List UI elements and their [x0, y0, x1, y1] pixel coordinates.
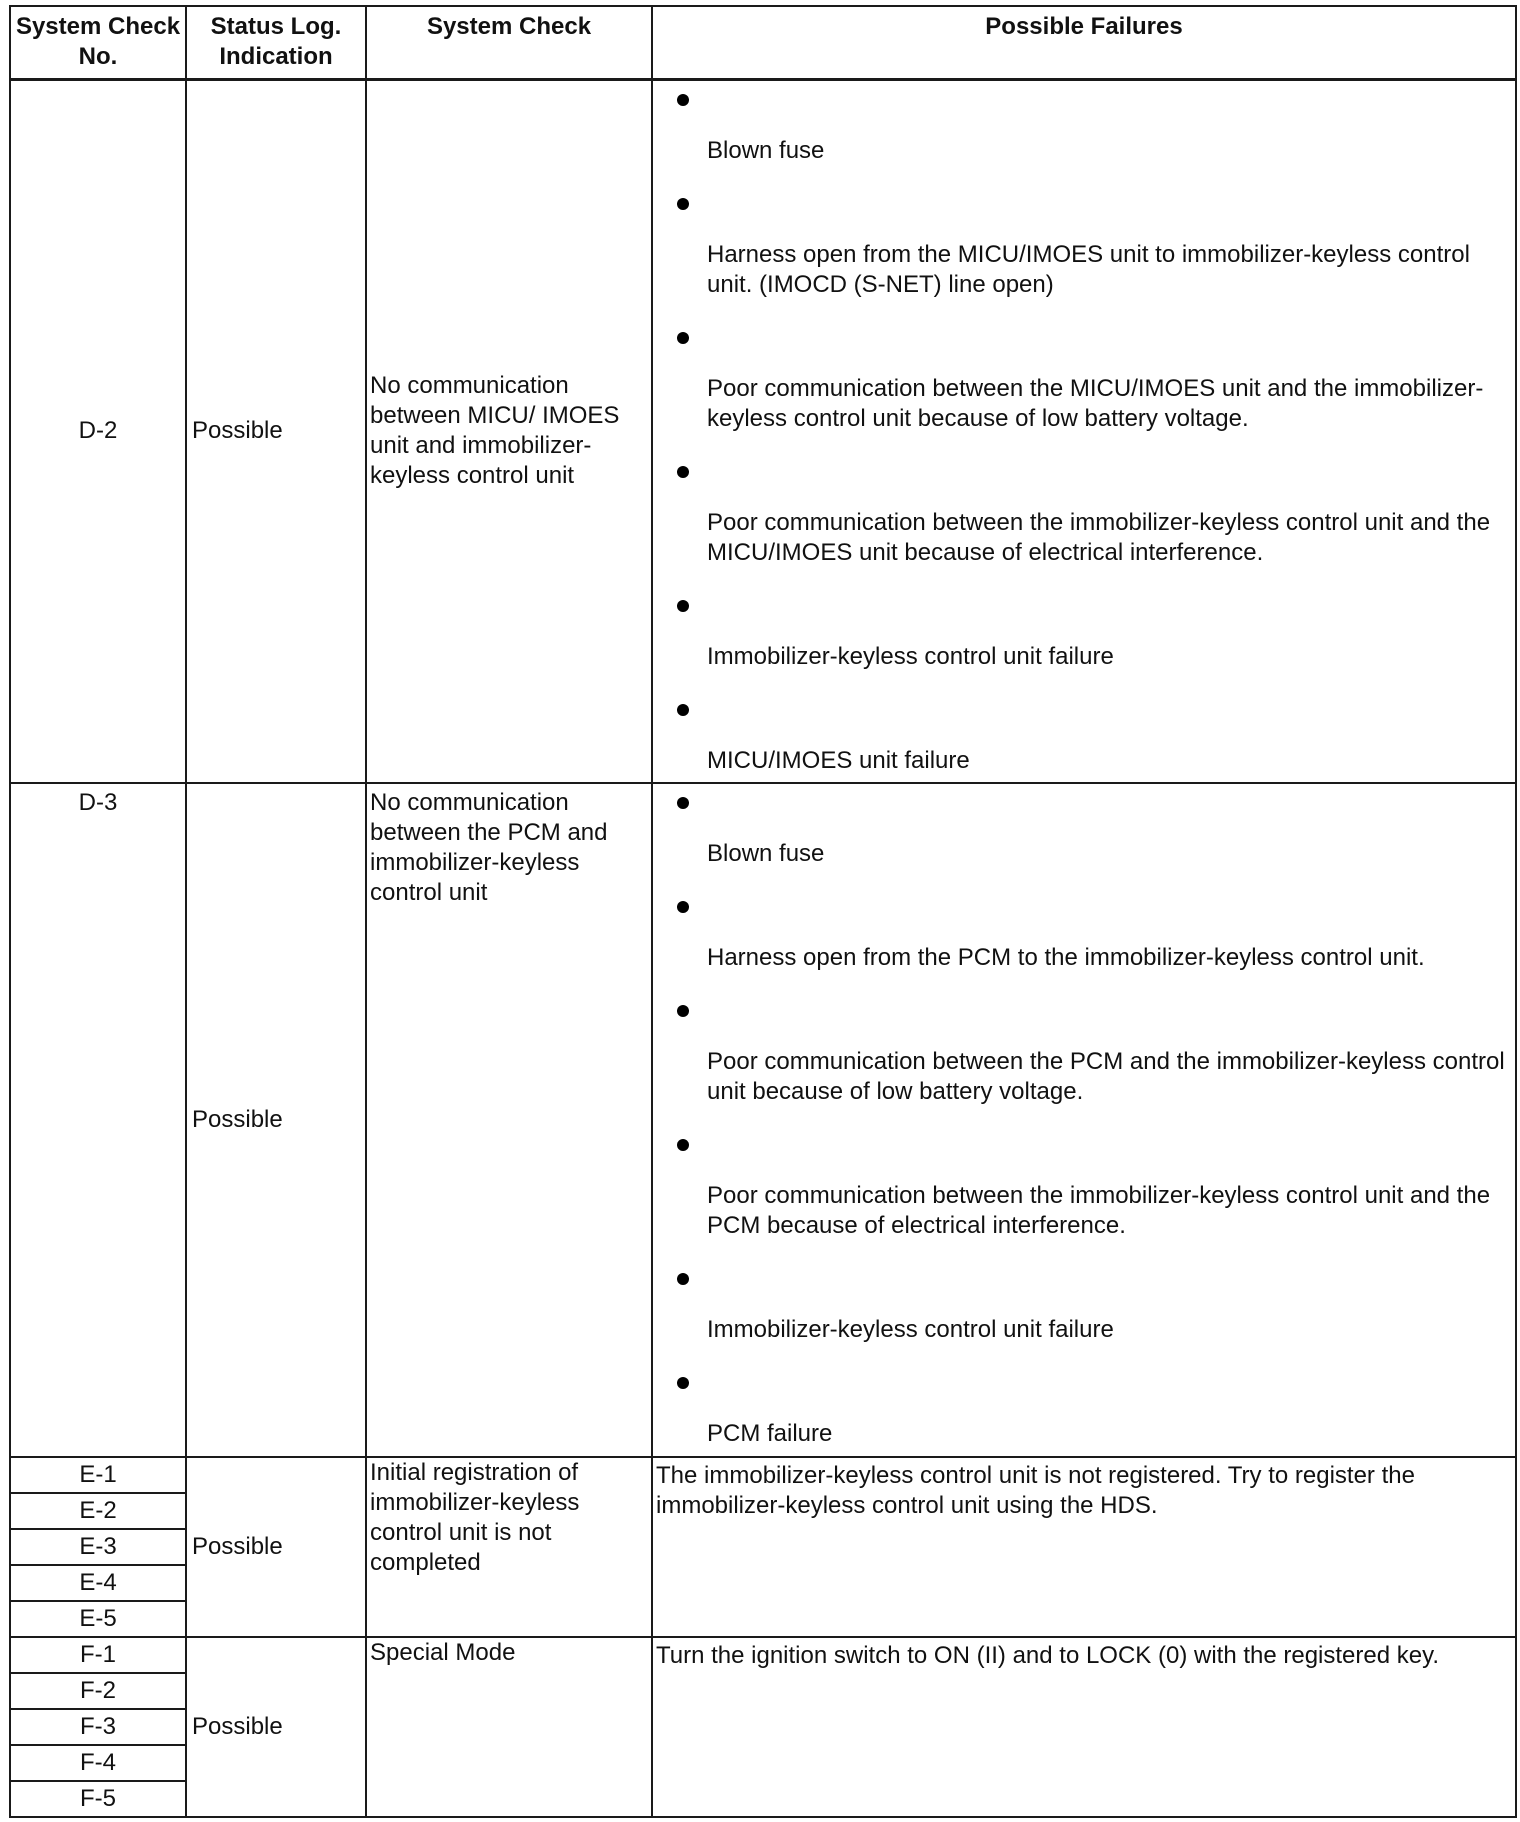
table-row-d2 — [10, 80, 1516, 783]
bullet-icon — [677, 94, 689, 106]
check-no-cell: D-2 — [10, 80, 186, 783]
system-check-cell: Initial registration of immobilizer-keyless control unit is not completed — [366, 1457, 652, 1637]
bullet-icon — [677, 901, 689, 913]
list-item — [657, 84, 1509, 188]
failure-text: Poor communication between the MICU/IMOES unit and the immobilizer-keyless control unit because of low battery voltage. — [707, 375, 1484, 432]
failure-text: Poor communication between the PCM and the immobilizer-keyless control unit because of low battery voltage. — [707, 1047, 1505, 1105]
list-item — [657, 322, 1509, 456]
check-no-cell: F-5 — [10, 1781, 186, 1817]
bullet-icon — [677, 600, 689, 612]
failures-cell — [652, 80, 1516, 783]
table-row-f1 — [10, 1637, 1516, 1673]
header-row — [10, 6, 1516, 80]
table-row-e1 — [10, 1457, 1516, 1493]
bullet-icon — [677, 1377, 689, 1389]
table-row-d3 — [10, 783, 1516, 1457]
list-item — [657, 995, 1509, 1129]
status-log-cell: Possible — [186, 783, 366, 1457]
list-item — [657, 456, 1509, 590]
header-check-no: System Check No. — [10, 6, 186, 80]
failure-text: Harness open from the PCM to the immobilizer-keyless control unit. — [707, 943, 1425, 971]
failure-text: Immobilizer-keyless control unit failure — [707, 643, 1114, 670]
list-item — [657, 590, 1509, 694]
failure-text: Blown fuse — [707, 839, 825, 867]
check-no-cell: F-3 — [10, 1709, 186, 1745]
failure-table — [9, 5, 1517, 1818]
header-possible-failures: Possible Failures — [652, 6, 1516, 80]
failure-text: Poor communication between the immobilizer-keyless control unit and the MICU/IMOES unit because of electrical interference. — [707, 509, 1491, 566]
check-no-cell: F-2 — [10, 1673, 186, 1709]
bullet-icon — [677, 466, 689, 478]
bullet-icon — [677, 1005, 689, 1017]
bullet-icon — [677, 198, 689, 210]
system-check-cell: No communication between the PCM and immobilizer-keyless control unit — [366, 783, 652, 1457]
status-log-cell: Possible — [186, 1457, 366, 1637]
list-item — [657, 891, 1509, 995]
failure-list — [657, 787, 1509, 1449]
failure-text: Immobilizer-keyless control unit failure — [707, 1315, 1114, 1343]
status-log-cell: Possible — [186, 80, 366, 783]
check-no-cell: E-2 — [10, 1493, 186, 1529]
bullet-icon — [677, 1139, 689, 1151]
system-check-cell: No communication between MICU/ IMOES unit and immobilizer-keyless control unit — [366, 80, 652, 783]
list-item — [657, 1367, 1509, 1449]
failures-cell: The immobilizer-keyless control unit is not registered. Try to register the immobilizer-keyless control unit using the HDS. — [652, 1457, 1516, 1637]
bullet-icon — [677, 704, 689, 716]
list-item — [657, 1129, 1509, 1263]
list-item — [657, 694, 1509, 776]
bullet-icon — [677, 332, 689, 344]
list-item — [657, 188, 1509, 322]
check-no-cell: F-4 — [10, 1745, 186, 1781]
list-item — [657, 1263, 1509, 1367]
header-status-log: Status Log. Indication — [186, 6, 366, 80]
bullet-icon — [677, 797, 689, 809]
failures-cell — [652, 783, 1516, 1457]
list-item — [657, 787, 1509, 891]
failure-list — [657, 84, 1509, 776]
check-no-cell: E-1 — [10, 1457, 186, 1493]
check-no-cell: E-3 — [10, 1529, 186, 1565]
check-no-cell: F-1 — [10, 1637, 186, 1673]
check-no-cell: D-3 — [10, 783, 186, 1457]
check-no-cell: E-5 — [10, 1601, 186, 1637]
failures-cell: Turn the ignition switch to ON (II) and to LOCK (0) with the registered key. — [652, 1637, 1516, 1817]
check-no-cell: E-4 — [10, 1565, 186, 1601]
failure-text: Poor communication between the immobilizer-keyless control unit and the PCM because of electrical interference. — [707, 1181, 1491, 1239]
system-check-cell: Special Mode — [366, 1637, 652, 1817]
header-system-check: System Check — [366, 6, 652, 80]
failure-text: MICU/IMOES unit failure — [707, 747, 970, 774]
failure-text: Harness open from the MICU/IMOES unit to immobilizer-keyless control unit. (IMOCD (S-NET) line open) — [707, 241, 1470, 298]
status-log-cell: Possible — [186, 1637, 366, 1817]
failure-text: PCM failure — [707, 1419, 833, 1447]
failure-text: Blown fuse — [707, 137, 825, 164]
bullet-icon — [677, 1273, 689, 1285]
